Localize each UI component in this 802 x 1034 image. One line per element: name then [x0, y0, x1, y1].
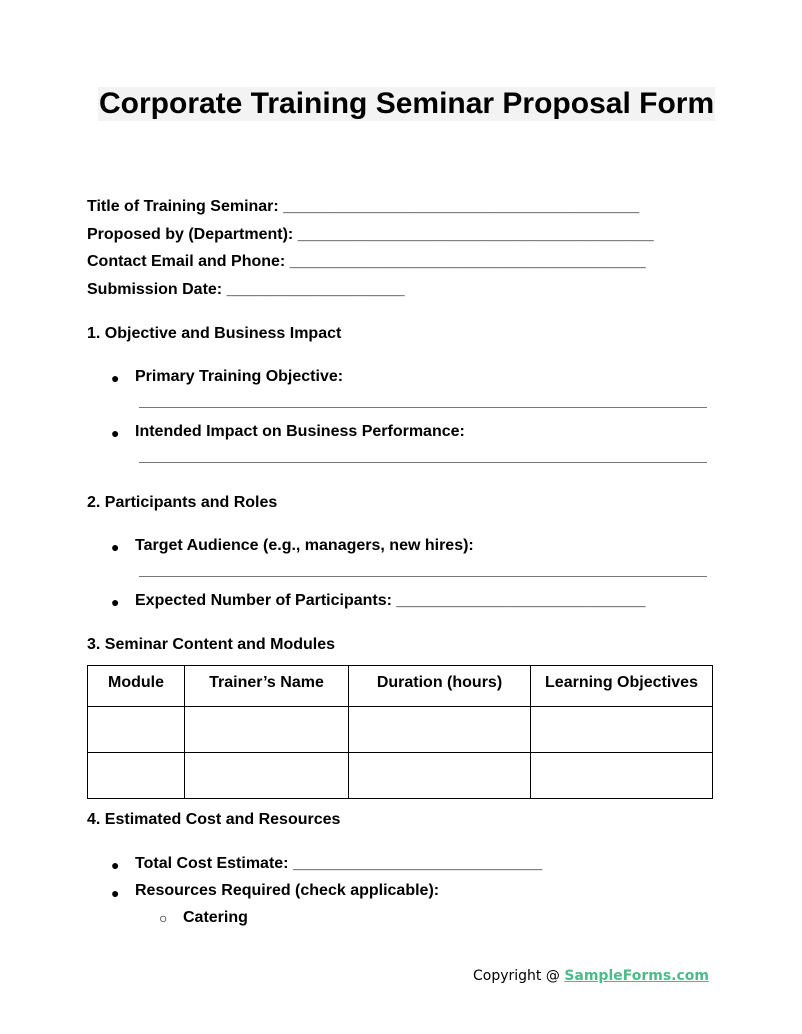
- field-submission-date: [87, 280, 405, 300]
- field-label: Submission Date:: [87, 281, 223, 298]
- list-item: Primary Training Objective:: [135, 368, 344, 385]
- answer-line[interactable]: [139, 576, 707, 577]
- table-cell[interactable]: [531, 707, 713, 753]
- column-header: Learning Objectives: [531, 666, 713, 707]
- copyright-text: Copyright @: [473, 968, 565, 984]
- list-item: Resources Required (check applicable):: [135, 882, 440, 899]
- modules-table: [87, 665, 713, 799]
- blank-line[interactable]: ____________________________: [292, 855, 543, 872]
- list-item: [135, 591, 646, 611]
- table-cell[interactable]: [88, 753, 185, 799]
- bullet-icon: ●: [111, 857, 120, 873]
- section-heading: 3. Seminar Content and Modules: [87, 636, 336, 653]
- blank-line[interactable]: ____________________: [226, 281, 405, 298]
- list-item: Intended Impact on Business Performance:: [135, 423, 465, 440]
- column-header: Trainer’s Name: [185, 666, 349, 707]
- table-cell[interactable]: [185, 753, 349, 799]
- sub-list-item: Catering: [183, 909, 248, 926]
- circle-bullet-icon: ○: [159, 910, 168, 926]
- answer-line[interactable]: [139, 462, 707, 463]
- bullet-icon: ●: [111, 594, 120, 610]
- field-label: Title of Training Seminar:: [87, 198, 279, 215]
- field-label: Proposed by (Department):: [87, 226, 294, 243]
- blank-line[interactable]: ________________________________________: [283, 198, 640, 215]
- table-row: [88, 753, 713, 799]
- page-title: Corporate Training Seminar Proposal Form: [99, 87, 715, 120]
- field-contact: [87, 252, 646, 272]
- blank-line[interactable]: ________________________________________: [297, 226, 654, 243]
- table-cell[interactable]: [349, 707, 531, 753]
- answer-line[interactable]: [139, 407, 707, 408]
- section-heading: 4. Estimated Cost and Resources: [87, 811, 341, 828]
- blank-line[interactable]: ________________________________________: [289, 253, 646, 270]
- table-cell[interactable]: [88, 707, 185, 753]
- field-proposed-by: [87, 225, 654, 245]
- list-item: Target Audience (e.g., managers, new hires):: [135, 537, 474, 554]
- column-header: Module: [88, 666, 185, 707]
- bullet-icon: ●: [111, 539, 120, 555]
- bullet-icon: ●: [111, 370, 120, 386]
- table-header-row: [88, 666, 713, 707]
- table-cell[interactable]: [349, 753, 531, 799]
- section-heading: 2. Participants and Roles: [87, 494, 278, 511]
- bullet-icon: ●: [111, 425, 120, 441]
- sampleforms-link[interactable]: SampleForms.com: [564, 968, 710, 984]
- blank-line[interactable]: ____________________________: [396, 592, 646, 609]
- column-header: Duration (hours): [349, 666, 531, 707]
- section-heading: 1. Objective and Business Impact: [87, 325, 342, 342]
- list-item: [135, 854, 542, 874]
- field-label: Contact Email and Phone:: [87, 253, 286, 270]
- table-row: [88, 707, 713, 753]
- footer: [473, 968, 709, 984]
- item-label: Expected Number of Participants:: [135, 592, 392, 609]
- table-cell[interactable]: [531, 753, 713, 799]
- field-seminar-title: [87, 197, 639, 217]
- bullet-icon: ●: [111, 885, 120, 901]
- table-cell[interactable]: [185, 707, 349, 753]
- item-label: Total Cost Estimate:: [135, 855, 289, 872]
